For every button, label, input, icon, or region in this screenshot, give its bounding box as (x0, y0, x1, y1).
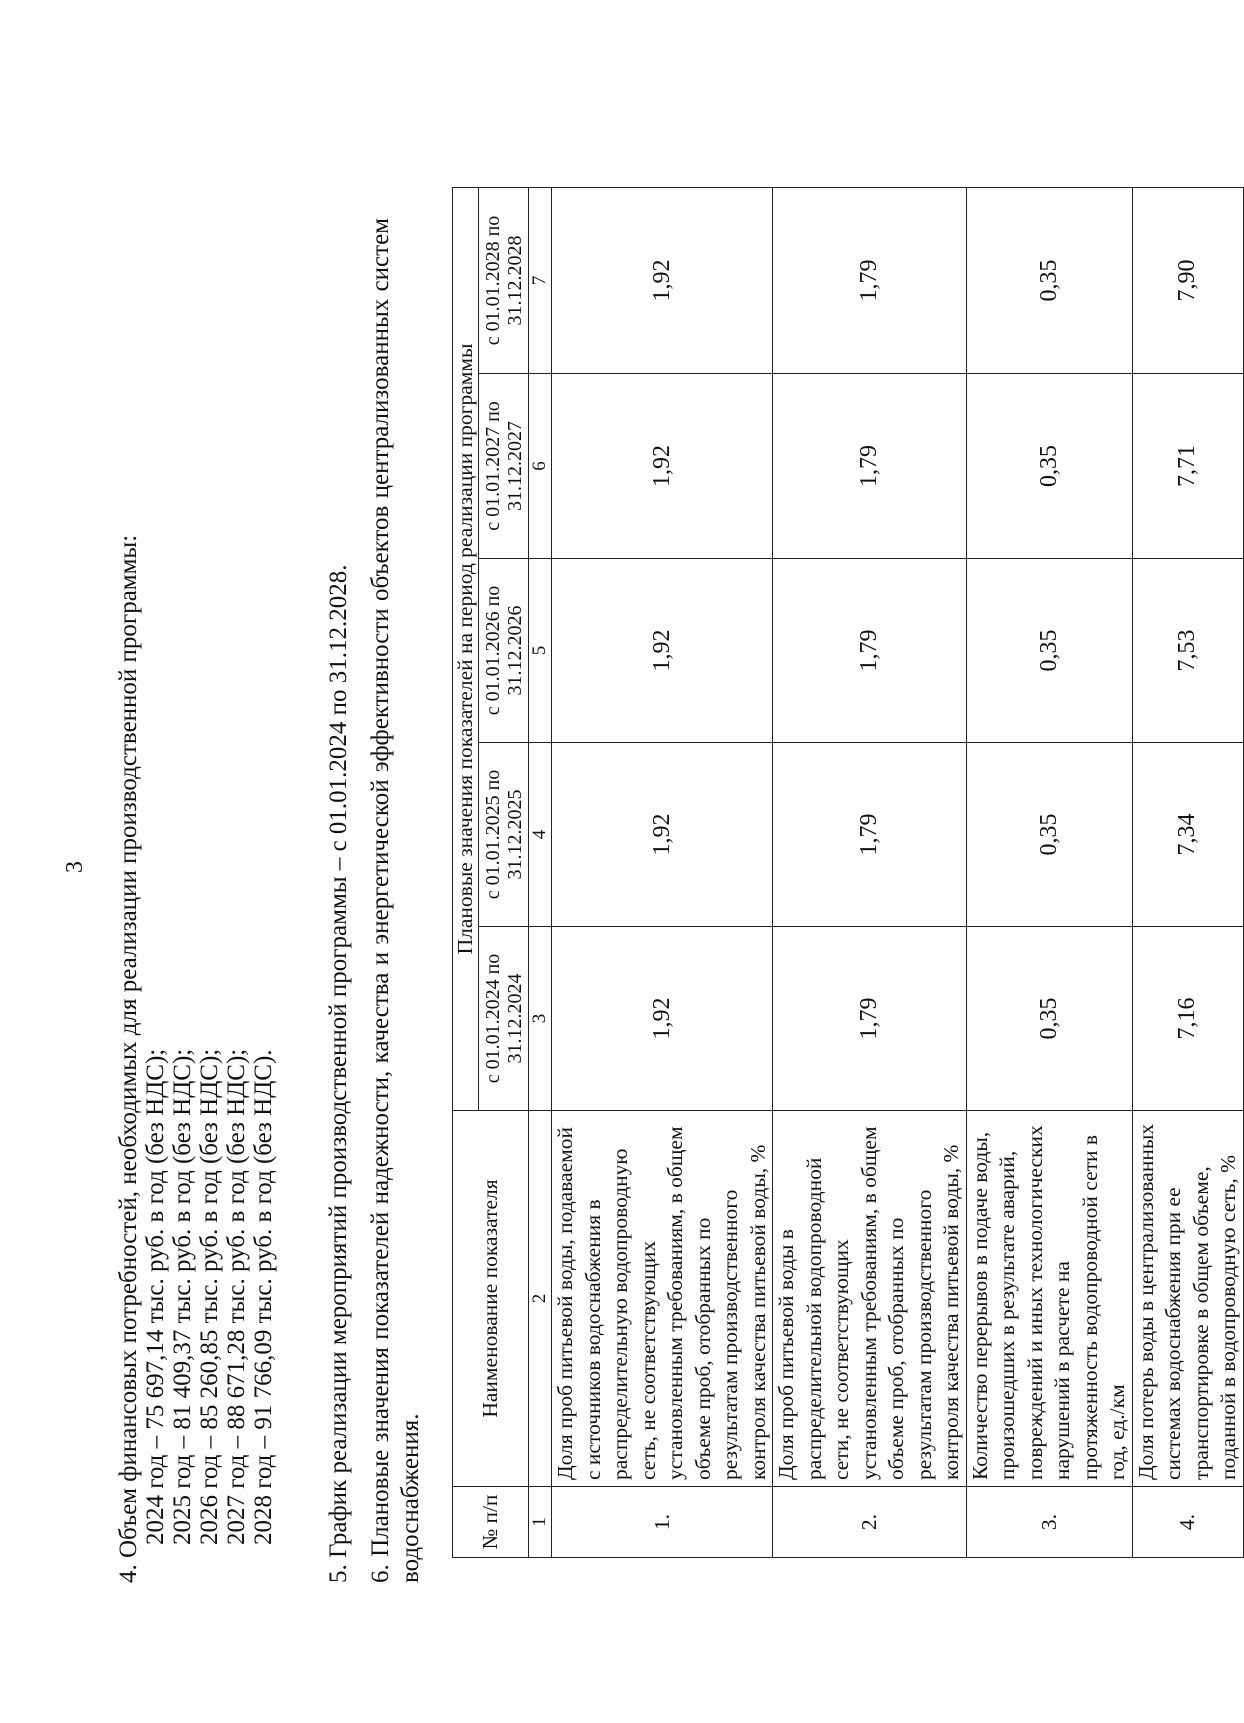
row-value: 7,71 (1132, 374, 1243, 559)
section-6-line2: водоснабжения. (397, 1413, 424, 1583)
header-period: с 01.01.2027 по 31.12.2027 (479, 374, 529, 559)
table-row (773, 187, 967, 1557)
row-num: 1. (552, 1487, 773, 1558)
row-value: 0,35 (966, 559, 1132, 743)
row-value: 0,35 (966, 374, 1132, 559)
column-number: 6 (529, 374, 552, 559)
column-number: 3 (529, 927, 552, 1111)
section-4 (115, 535, 277, 1583)
column-number: 4 (529, 743, 552, 927)
row-value: 7,53 (1132, 559, 1243, 743)
row-value: 0,35 (966, 927, 1132, 1111)
table-row (1132, 187, 1243, 1557)
row-value: 1,92 (552, 559, 773, 743)
year-line: 2027 год – 88 671,28 тыс. руб. в год (без НДС); (223, 1048, 250, 1545)
year-list (142, 535, 277, 1583)
row-num: 2. (773, 1487, 967, 1558)
header-period: с 01.01.2026 по 31.12.2026 (479, 559, 529, 743)
header-num: № п/п (453, 1487, 529, 1558)
column-number: 2 (529, 1111, 552, 1487)
header-period: с 01.01.2024 по 31.12.2024 (479, 927, 529, 1111)
row-value: 0,35 (966, 743, 1132, 927)
row-value: 1,92 (552, 187, 773, 373)
row-num: 4. (1132, 1487, 1243, 1558)
column-number: 7 (529, 187, 552, 373)
indicators-table (452, 187, 1244, 1558)
row-value: 1,79 (773, 374, 967, 559)
page-number: 3 (62, 861, 88, 873)
row-value: 1,79 (773, 743, 967, 927)
row-value: 7,16 (1132, 927, 1243, 1111)
header-period: с 01.01.2025 по 31.12.2025 (479, 743, 529, 927)
year-line: 2024 год – 75 697,14 тыс. руб. в год (без НДС); (142, 1048, 169, 1545)
row-value: 1,79 (773, 559, 967, 743)
year-line: 2025 год – 81 409,37 тыс. руб. в год (без НДС); (169, 1048, 196, 1545)
row-value: 1,92 (552, 927, 773, 1111)
year-line: 2028 год – 91 766,09 тыс. руб. в год (без НДС). (250, 1049, 277, 1545)
table-row (966, 187, 1132, 1557)
row-name: Доля проб питьевой воды в распределительной водопроводной сети, не соответствующих установленным требованиям, в общем объеме проб, отобранных по результатам производственного контроля качества питьевой воды, % (773, 1111, 967, 1487)
row-value: 1,92 (552, 743, 773, 927)
table-header-row (453, 187, 479, 1557)
section-6 (366, 218, 426, 1583)
table-row (552, 187, 773, 1557)
column-number: 1 (529, 1487, 552, 1558)
row-name: Доля потерь воды в централизованных системах водоснабжения при ее транспортировке в общем объеме, поданной в водопроводную сеть, % (1132, 1111, 1243, 1487)
section-4-heading: 4. Объем финансовых потребностей, необходимых для реализации производственной программы: (115, 534, 142, 1583)
row-value: 1,92 (552, 374, 773, 559)
row-num: 3. (966, 1487, 1132, 1558)
row-value: 1,79 (773, 927, 967, 1111)
row-name: Количество перерывов в подаче воды, произошедших в результате аварий, повреждений и иных технологических нарушений в расчете на протяженность водопроводной сети в год, ед./км (966, 1111, 1132, 1487)
section-5: 5. График реализации мероприятий производственной программы – с 01.01.2024 по 31.12.2028. (325, 564, 352, 1583)
section-6-line1: 6. Плановые значения показателей надежности, качества и энергетической эффективности объектов централизованных систем (367, 218, 394, 1583)
year-line: 2026 год – 85 260,85 тыс. руб. в год (без НДС); (196, 1048, 223, 1545)
row-value: 7,34 (1132, 743, 1243, 927)
row-name: Доля проб питьевой воды, подаваемой с источников водоснабжения в распределительную водопроводную сеть, не соответствующих установленным требованиям, в общем объеме проб, отобранных по результатам производственного контроля качества питьевой воды, % (552, 1111, 773, 1487)
header-name: Наименование показателя (453, 1111, 529, 1487)
column-number: 5 (529, 559, 552, 743)
row-value: 1,79 (773, 187, 967, 373)
column-numbers-row (529, 187, 552, 1557)
header-period: с 01.01.2028 по 31.12.2028 (479, 187, 529, 373)
header-group: Плановые значения показателей на период реализации программы (453, 187, 479, 1110)
row-value: 0,35 (966, 187, 1132, 373)
row-value: 7,90 (1132, 187, 1243, 373)
